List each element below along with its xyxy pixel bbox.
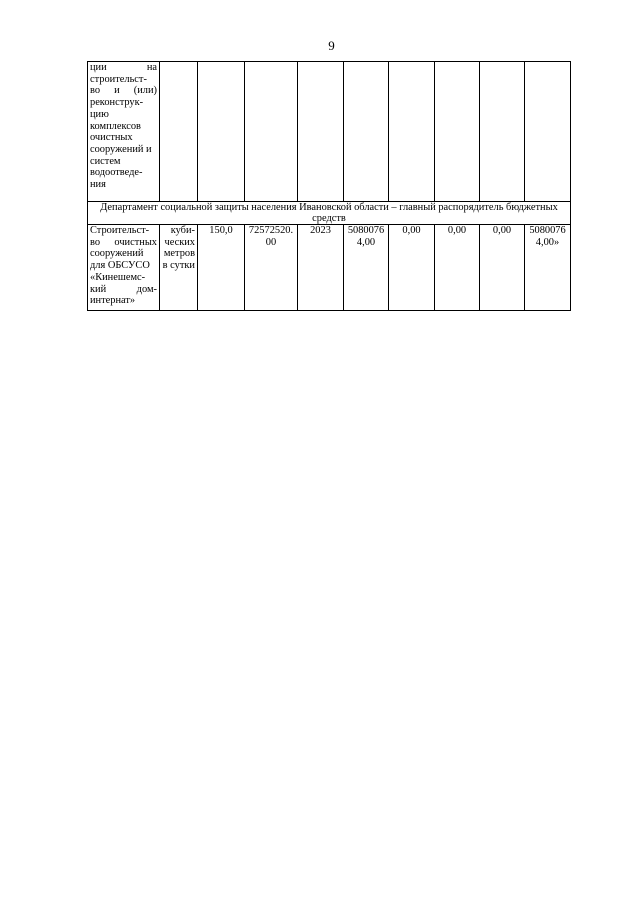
final-total-line: 5080076 — [529, 225, 566, 236]
continued-description-line: цию — [90, 108, 109, 120]
continued-row — [88, 62, 571, 202]
unit-line: в сутки — [162, 260, 195, 272]
continued-description-line: ния — [90, 179, 106, 191]
data-row — [88, 225, 571, 311]
project-description-cell — [88, 225, 160, 311]
total-line: 5080076 — [347, 225, 385, 236]
project-description-line: интернат» — [90, 295, 136, 307]
budget-table — [87, 61, 571, 311]
estimated-cost-cell — [245, 225, 298, 311]
estimated-cost-line: 00 — [265, 236, 277, 248]
unit-line: ческих — [164, 236, 195, 248]
continued-description-line: реконструк- — [90, 97, 144, 109]
project-description-line: во очистных — [90, 236, 157, 248]
empty-cell — [435, 62, 480, 202]
continued-description-line: ции на — [90, 62, 157, 73]
continued-description-line: строительст- — [90, 73, 147, 85]
year-cell: 2023 — [298, 225, 344, 311]
continued-description-line: комплексов — [90, 120, 141, 132]
empty-cell — [344, 62, 389, 202]
empty-cell — [525, 62, 571, 202]
empty-cell — [480, 62, 525, 202]
unit-cell — [160, 225, 198, 311]
capacity-cell: 150,0 — [198, 225, 245, 311]
continued-description-line: сооружений и — [90, 143, 152, 155]
total-cell — [344, 225, 389, 311]
unit-line: метров — [163, 248, 195, 260]
value-cell-2: 0,00 — [435, 225, 480, 311]
empty-cell — [160, 62, 198, 202]
project-description-line: Строительст- — [90, 225, 150, 236]
empty-cell — [198, 62, 245, 202]
project-description-line: для ОБСУСО — [90, 260, 150, 272]
value-cell-1: 0,00 — [389, 225, 435, 311]
total-line: 4,00 — [356, 236, 376, 248]
estimated-cost-line: 72572520. — [248, 225, 294, 236]
project-description-line: сооружений — [90, 248, 144, 260]
final-total-line: 4,00» — [535, 236, 560, 248]
project-description-line: «Кинешемс- — [90, 271, 146, 283]
empty-cell — [245, 62, 298, 202]
empty-cell — [298, 62, 344, 202]
department-header: Департамент социальной защиты населения Ивановской области – главный распорядитель бюджетных средств — [88, 202, 571, 225]
continued-description-cell — [88, 62, 160, 202]
department-header-row — [88, 202, 571, 225]
final-total-cell — [525, 225, 571, 311]
page-number: 9 — [328, 38, 335, 53]
continued-description-line: во и (или) — [90, 85, 157, 97]
unit-line: куби- — [170, 225, 195, 236]
continued-description-line: очистных — [90, 132, 133, 144]
continued-description-line: систем — [90, 155, 121, 167]
value-cell-3: 0,00 — [480, 225, 525, 311]
empty-cell — [389, 62, 435, 202]
project-description-line: кий дом- — [90, 283, 157, 295]
continued-description-line: водоотведе- — [90, 167, 143, 179]
